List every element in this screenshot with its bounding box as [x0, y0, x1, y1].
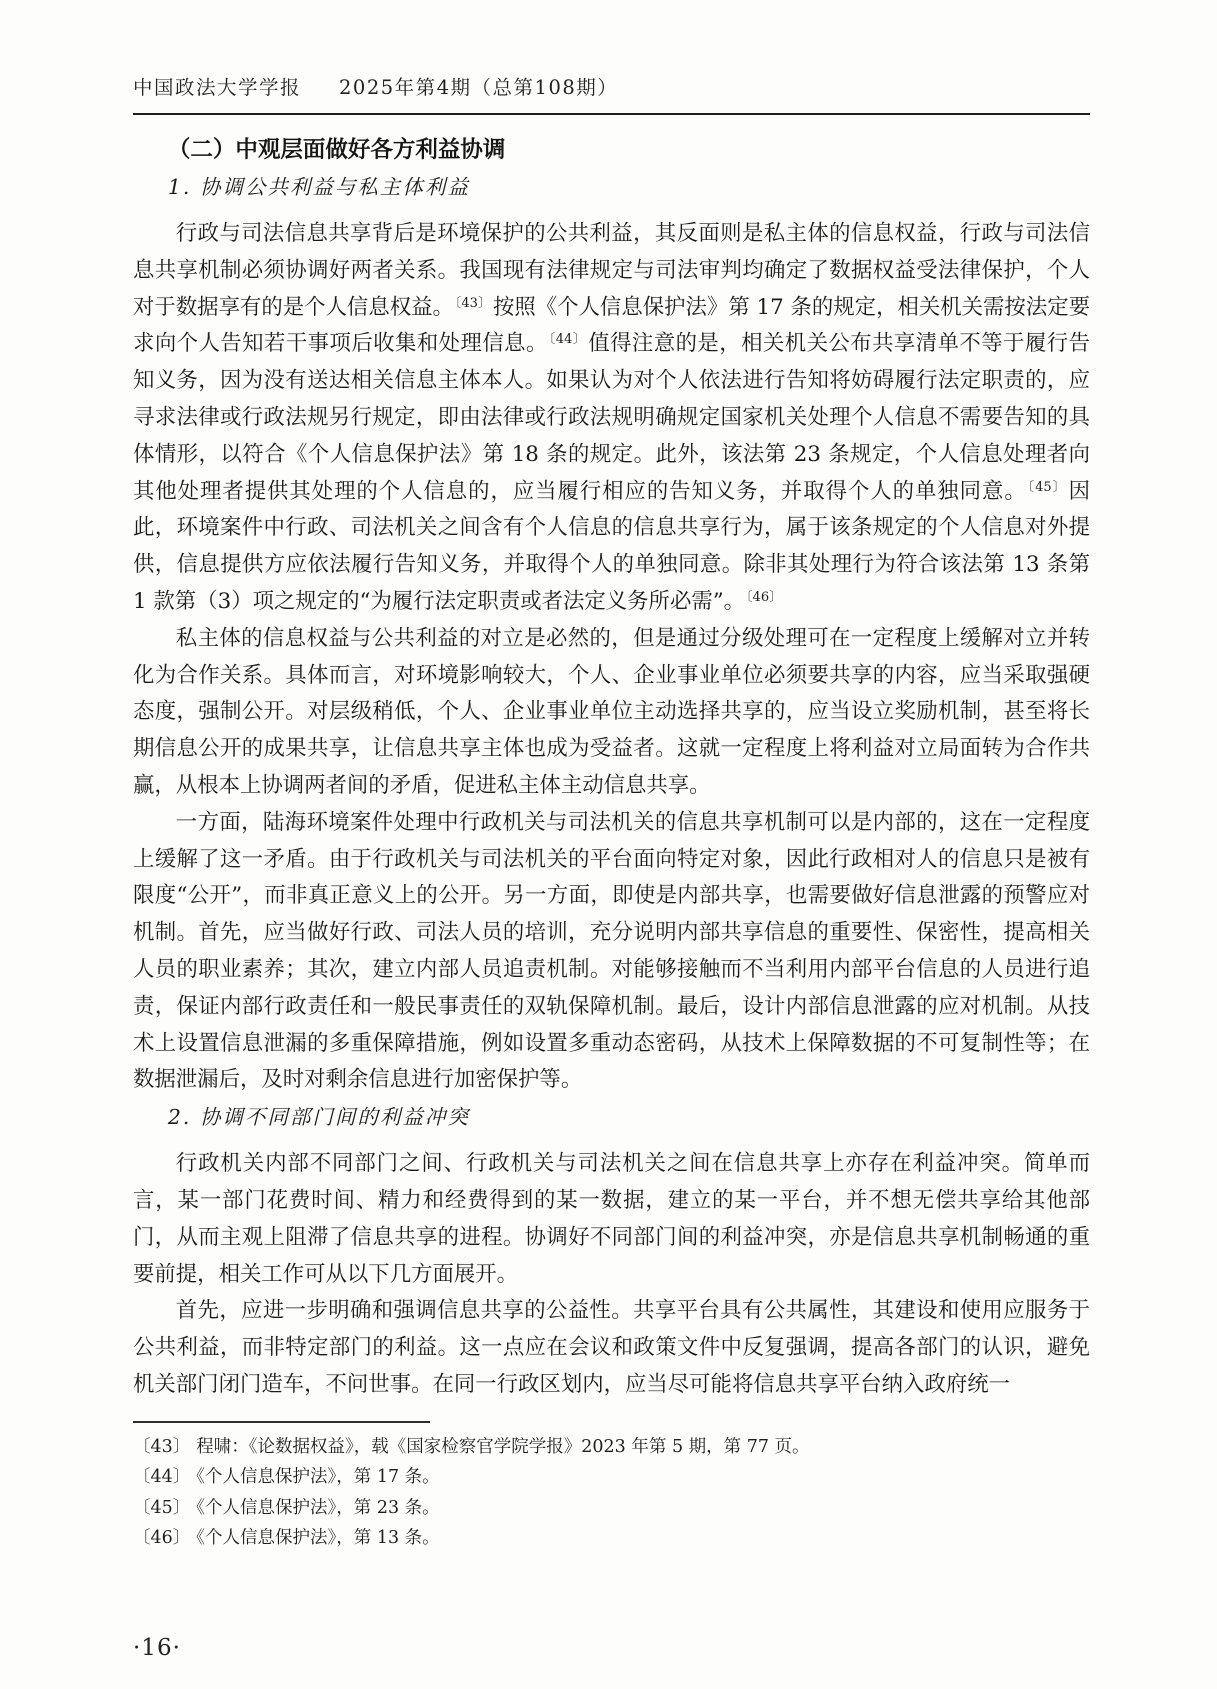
- page-header: [133, 72, 1090, 115]
- footnote: [133, 1493, 1090, 1524]
- paragraph: 行政与司法信息共享背后是环境保护的公共利益，其反面则是私主体的信息权益，行政与司法信息共享机制必须协调好两者关系。我国现有法律规定与司法审判均确定了数据权益受法律保护，个人对于数据享有的是个人信息权益。$^{〔43〕}$按照《个人信息保护法》第 17 条的规定，相关机关需按法定要求向个人告知若干事项后收集和处理信息。$^{〔44〕}$值得注意的是，相关机关公布共享清单不等于履行告知义务，因为没有送达相关信息主体本人。如果认为对个人依法进行告知将妨碍履行法定职责的，应寻求法律或行政法规另行规定，即由法律或行政法规明确规定国家机关处理个人信息不需要告知的具体情形，以符合《个人信息保护法》第 18 条的规定。此外，该法第 23 条规定，个人信息处理者向其他处理者提供其处理的个人信息的，应当履行相应的告知义务，并取得个人的单独同意。$^{〔45〕}$因此，环境案件中行政、司法机关之间含有个人信息的信息共享行为，属于该条规定的个人信息对外提供，信息提供方应依法履行告知义务，并取得个人的单独同意。除非其处理行为符合该法第 13 条第 1 款第（3）项之规定的“为履行法定职责或者法定义务所必需”。$^{〔46〕}$: [133, 221, 1091, 614]
- footnote-marker: 〔46〕: [133, 1528, 191, 1549]
- footnote: [133, 1523, 1090, 1554]
- section-heading: （二）中观层面做好各方利益协调: [167, 137, 506, 162]
- journal-title: 中国政法大学学报: [133, 76, 302, 99]
- footnote-text: 《个人信息保护法》，第 17 条。: [196, 1467, 440, 1488]
- footnote: [133, 1462, 1090, 1493]
- paragraph: 行政机关内部不同部门之间、行政机关与司法机关之间在信息共享上亦存在利益冲突。简单而言，某一部门花费时间、精力和经费得到的某一数据，建立的某一平台，并不想无偿共享给其他部门，从而主观上阻滞了信息共享的进程。协调好不同部门间的利益冲突，亦是信息共享机制畅通的重要前提，相关工作可从以下几方面展开。: [133, 1151, 1090, 1287]
- page-number: ·16·: [133, 1635, 181, 1661]
- paragraph: 首先，应进一步明确和强调信息共享的公益性。共享平台具有公共属性，其建设和使用应服务于公共利益，而非特定部门的利益。这一点应在会议和政策文件中反复强调，提高各部门的认识，避免机关部门闭门造车，不问世事。在同一行政区划内，应当尽可能将信息共享平台纳入政府统一: [133, 1298, 1090, 1397]
- footnote-ref: 〔43〕: [454, 295, 491, 311]
- footnote-marker: 〔43〕: [133, 1436, 191, 1457]
- footnotes-separator: [133, 1421, 430, 1423]
- footnote-text: 《个人信息保护法》，第 23 条。: [196, 1497, 440, 1518]
- article-body: [133, 131, 1090, 1404]
- footnotes-section: [133, 1421, 1090, 1554]
- footnote-marker: 〔45〕: [133, 1497, 191, 1518]
- footnote-marker: 〔44〕: [133, 1467, 191, 1488]
- paragraph: 一方面，陆海环境案件处理中行政机关与司法机关的信息共享机制可以是内部的，这在一定程度上缓解了这一矛盾。由于行政机关与司法机关的平台面向特定对象，因此行政相对人的信息只是被有限度“公开”，而非真正意义上的公开。另一方面，即使是内部共享，也需要做好信息泄露的预警应对机制。首先，应当做好行政、司法人员的培训，充分说明内部共享信息的重要性、保密性，提高相关人员的职业素养；其次，建立内部人员追责机制。对能够接触而不当利用内部平台信息的人员进行追责，保证内部行政责任和一般民事责任的双轨保障机制。最后，设计内部信息泄露的应对机制。从技术上设置信息泄漏的多重保障措施，例如设置多重动态密码，从技术上保障数据的不可复制性等；在数据泄漏后，及时对剩余信息进行加密保护等。: [133, 809, 1090, 1093]
- footnote-text: 程啸：《论数据权益》，载《国家检察官学院学报》2023 年第 5 期，第 77 页。: [196, 1436, 810, 1457]
- subsection-heading: 2. 协调不同部门间的利益冲突: [167, 1105, 470, 1130]
- footnotes-list: [133, 1432, 1090, 1554]
- paragraph: 私主体的信息权益与公共利益的对立是必然的，但是通过分级处理可在一定程度上缓解对立并转化为合作关系。具体而言，对环境影响较大，个人、企业事业单位必须要共享的内容，应当采取强硬态度，强制公开。对层级稍低，个人、企业事业单位主动选择共享的，应当设立奖励机制，甚至将长期信息公开的成果共享，让信息共享主体也成为受益者。这就一定程度上将利益对立局面转为合作共赢，从根本上协调两者间的矛盾，促进私主体主动信息共享。: [133, 625, 1090, 798]
- issue-info: 2025年第4期（总第108期）: [339, 76, 619, 99]
- footnote-ref: 〔45〕: [1027, 479, 1067, 495]
- footnote-text: 《个人信息保护法》，第 13 条。: [196, 1528, 440, 1549]
- footnote-ref: 〔46〕: [746, 589, 783, 605]
- footnote-ref: 〔44〕: [548, 332, 587, 348]
- footnote: [133, 1432, 1090, 1463]
- subsection-heading: 1. 协调公共利益与私主体利益: [167, 175, 470, 199]
